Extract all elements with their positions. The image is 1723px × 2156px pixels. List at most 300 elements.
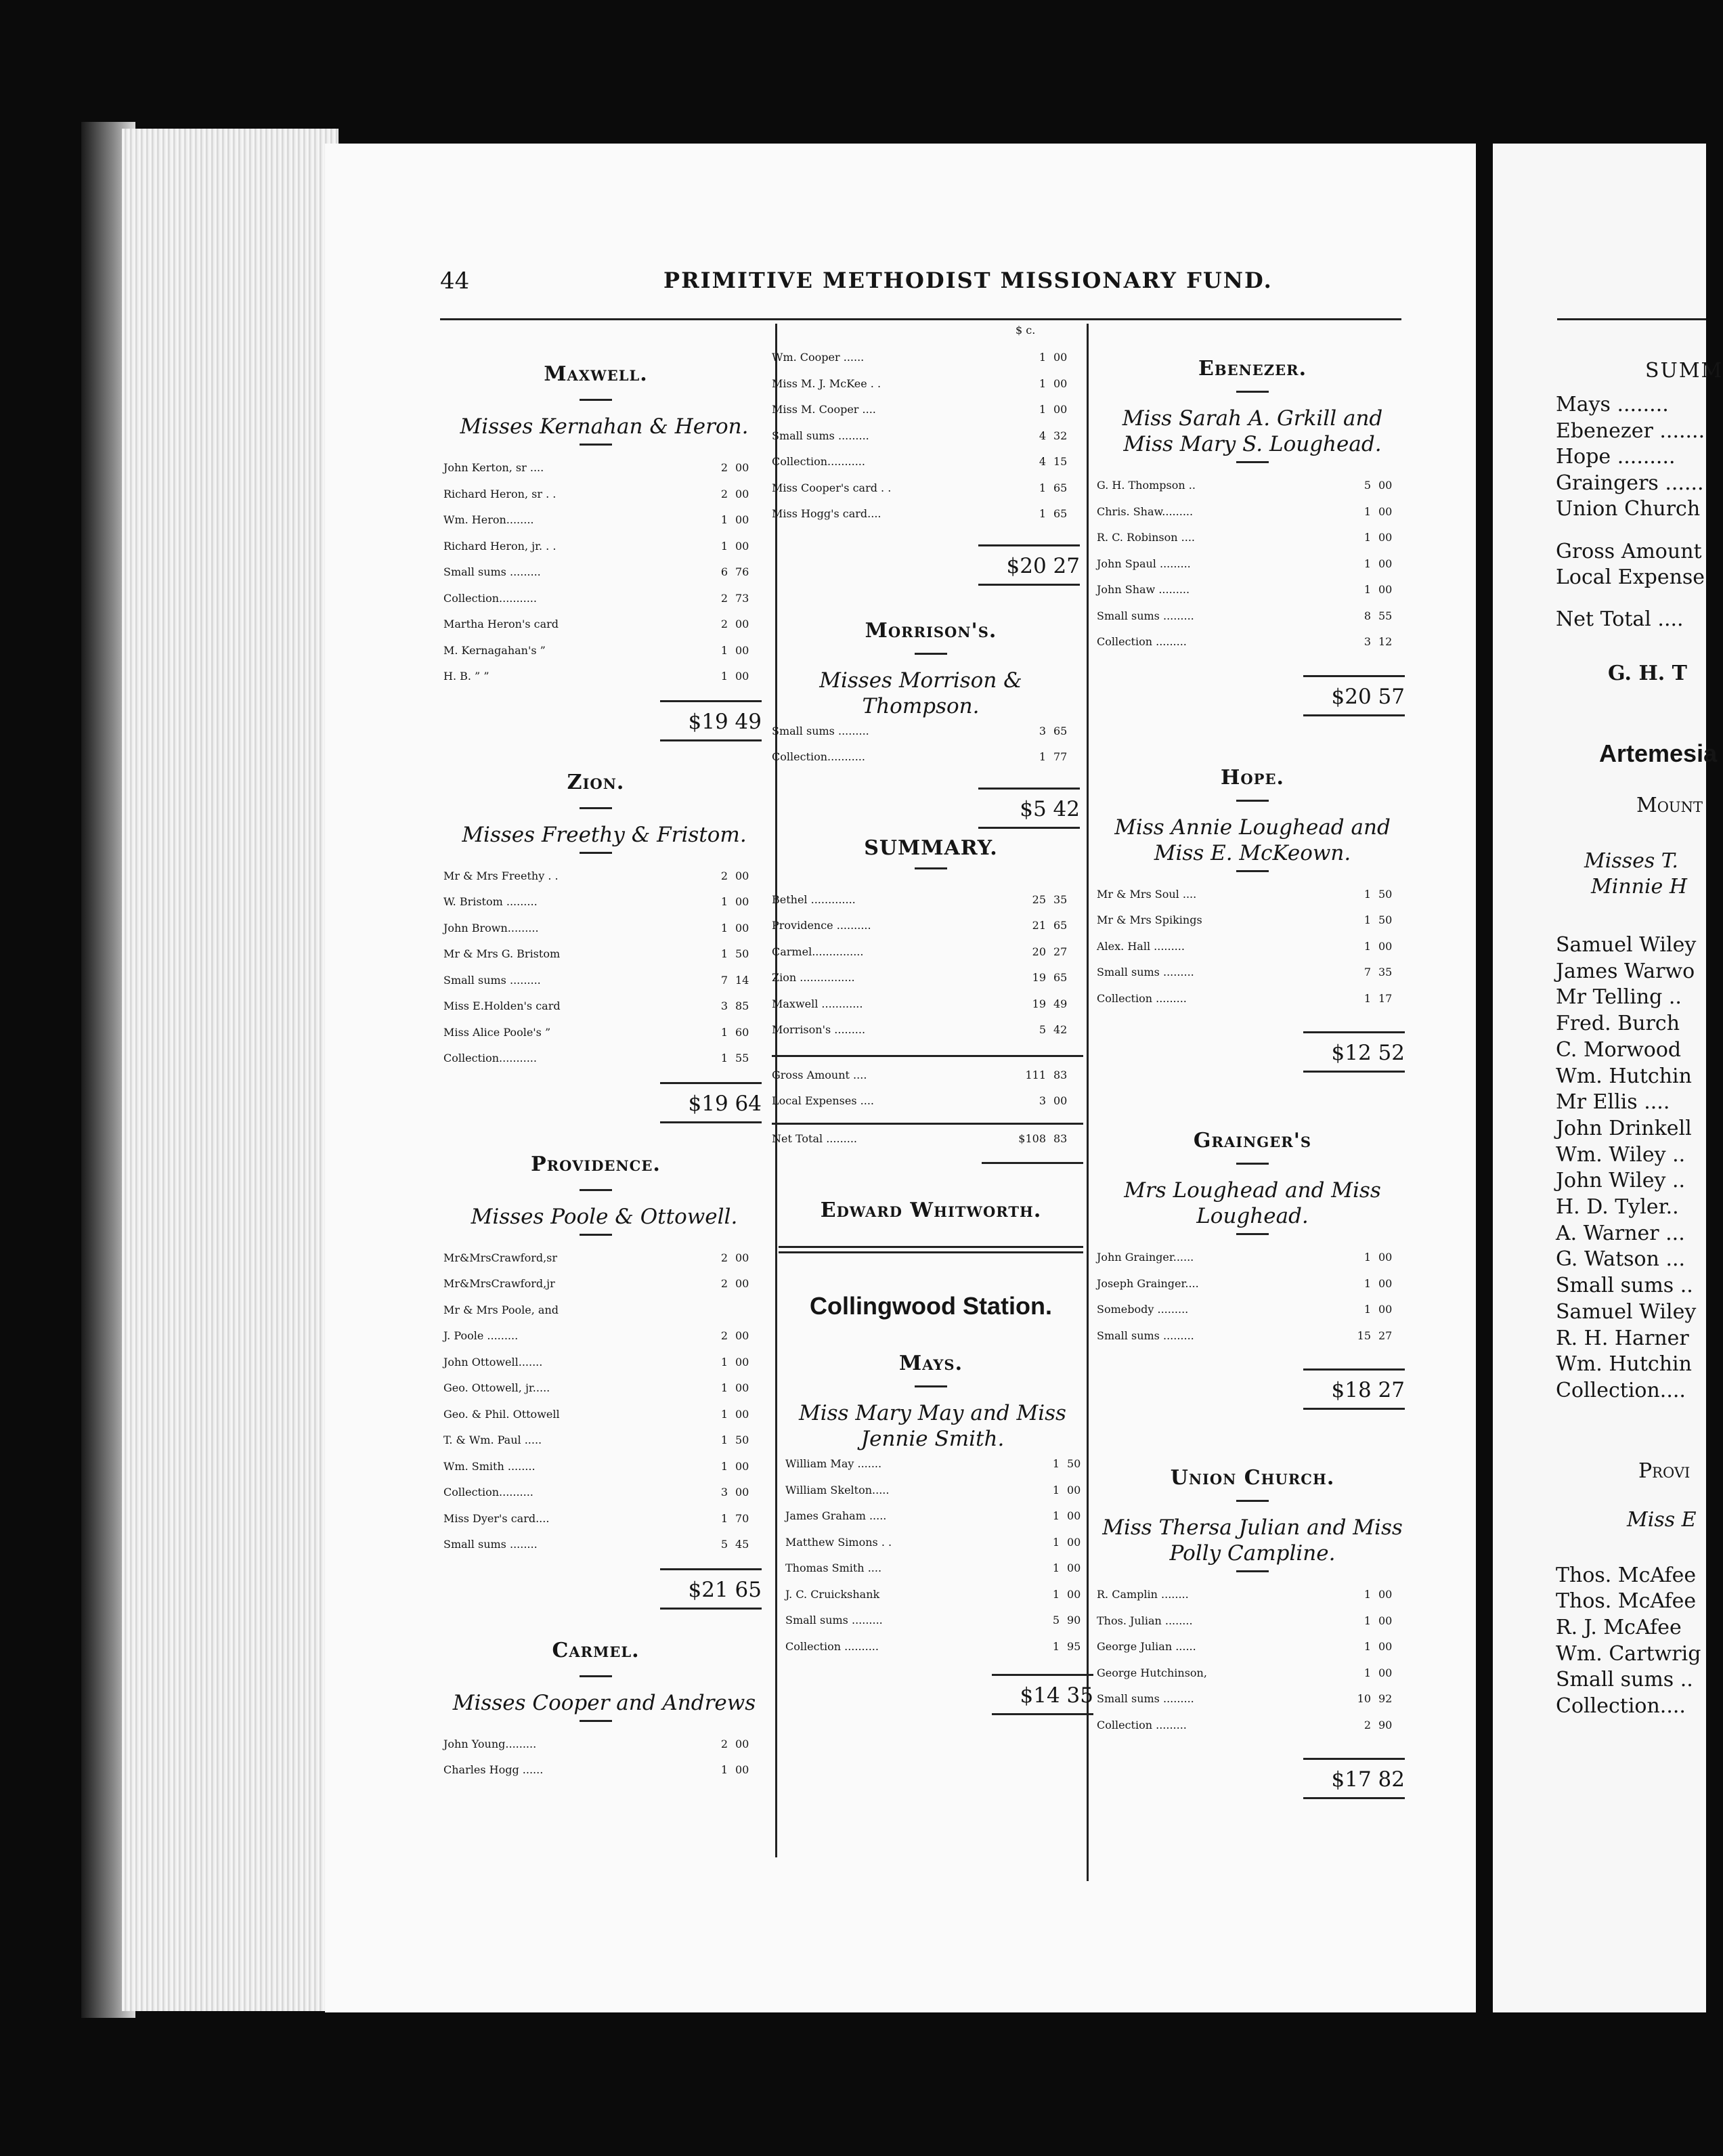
item-name: Collection...........	[772, 750, 865, 763]
item-cents: 00	[1378, 1276, 1393, 1290]
total-rule-top	[978, 544, 1080, 546]
item-name: Bethel .............	[772, 892, 856, 906]
item-name: Small sums .........	[443, 973, 541, 987]
entry-fragment: R. J. McAfee	[1556, 1616, 1682, 1639]
total-rule-bottom	[660, 739, 762, 741]
total-rule-top	[660, 1568, 762, 1570]
entry-row	[443, 1486, 765, 1511]
item-name: Zion ................	[772, 971, 855, 984]
item-name: Richard Heron, sr . .	[443, 487, 557, 500]
item-cents: 00	[1378, 479, 1393, 492]
entry-row	[443, 488, 765, 513]
total-rule-bottom	[978, 827, 1080, 829]
collectors-line: Misses Cooper and Andrews	[452, 1690, 756, 1715]
section-title: Union Church.	[1170, 1466, 1335, 1490]
minister-fragment: G. H. T	[1608, 662, 1687, 685]
entry-row	[785, 1457, 1097, 1483]
entry-row	[1097, 966, 1408, 991]
item-dollars: 1	[720, 1025, 728, 1039]
item-name: George Hutchinson,	[1097, 1666, 1207, 1679]
entry-row	[443, 869, 765, 895]
total-rule-top	[978, 788, 1080, 790]
entry-row	[1097, 913, 1408, 939]
entry-row	[1097, 1329, 1408, 1355]
entry-fragment: Wm. Hutchin	[1556, 1352, 1692, 1377]
item-name: Small sums .........	[772, 429, 869, 442]
total-rule-top	[1303, 1758, 1405, 1760]
item-cents: 00	[1053, 376, 1068, 390]
entry-row	[443, 1738, 765, 1763]
separator-dash	[1236, 1163, 1269, 1165]
item-name: Miss Dyer's card....	[443, 1511, 550, 1525]
item-cents: 00	[735, 1355, 749, 1368]
entry-row	[1097, 888, 1408, 913]
item-cents: 65	[1053, 481, 1068, 494]
item-dollars: 5	[720, 1538, 728, 1551]
item-cents: 90	[1067, 1614, 1081, 1626]
separator-dash	[580, 1234, 612, 1236]
item-dollars: 2	[720, 1329, 728, 1342]
item-dollars: 2	[720, 591, 728, 605]
item-cents: 00	[1053, 1094, 1068, 1107]
entry-row	[1097, 1277, 1408, 1303]
entry-fragment: Wm. Wiley ..	[1556, 1142, 1686, 1167]
item-dollars: 1	[720, 947, 728, 960]
item-dollars: 1	[720, 1052, 728, 1064]
collectors-line: Miss Mary May and Miss Jennie Smith.	[799, 1401, 1066, 1451]
item-dollars: 1	[1039, 351, 1046, 364]
entry-row	[443, 1277, 765, 1303]
entry-fragment: H. D. Tyler..	[1556, 1195, 1679, 1219]
entry-row	[443, 1433, 765, 1459]
separator-dash	[915, 867, 947, 869]
item-dollars: 2	[720, 1277, 728, 1290]
item-dollars: 8	[1364, 609, 1371, 622]
item-dollars: 1	[720, 513, 728, 526]
entry-row	[772, 750, 1083, 776]
entry-row	[443, 592, 765, 618]
gross-amount-row	[772, 1069, 1083, 1094]
entry-fragment: Samuel Wiley	[1556, 1299, 1697, 1324]
net-fragment: Net Total ....	[1556, 607, 1684, 631]
collectors-fragment: Misses T.	[1584, 849, 1678, 873]
item-dollars: 1	[720, 539, 728, 553]
item-cents: 45	[735, 1538, 749, 1551]
item-cents: 00	[1067, 1561, 1081, 1574]
page-edges	[122, 129, 339, 2011]
item-name: John Ottowell.......	[443, 1355, 543, 1368]
item-cents: 50	[735, 1433, 749, 1446]
entry-row	[443, 565, 765, 591]
item-name: Mr & Mrs G. Bristom	[443, 947, 561, 960]
running-title: PRIMITIVE METHODIST MISSIONARY FUND.	[663, 267, 1273, 293]
item-cents: 00	[1378, 557, 1393, 570]
item-cents: 55	[735, 1052, 749, 1064]
item-dollars: 19	[1032, 997, 1046, 1010]
item-dollars: 1	[720, 1763, 728, 1776]
item-name: Collection .........	[1097, 635, 1187, 648]
item-name: John Grainger......	[1097, 1251, 1194, 1264]
total-rule-bottom	[978, 584, 1080, 586]
entry-row	[443, 947, 765, 973]
item-dollars: 1	[1052, 1457, 1060, 1470]
total-rule-top	[1303, 1031, 1405, 1033]
item-dollars: 1	[1364, 504, 1371, 518]
item-dollars: 2	[720, 487, 728, 500]
item-cents: 00	[735, 1407, 749, 1421]
item-name: Collection ..........	[785, 1639, 879, 1653]
section-title: Mays.	[898, 1352, 963, 1375]
entry-row	[1097, 557, 1408, 583]
collectors-line: Mrs Loughead and Miss Loughead.	[1124, 1178, 1381, 1228]
separator-dash	[580, 1720, 612, 1722]
entry-row	[443, 1026, 765, 1052]
station-fragment: Artemesia	[1599, 739, 1718, 767]
section-title: Carmel.	[552, 1638, 640, 1662]
item-dollars: 1	[1364, 1614, 1371, 1627]
item-name: Miss E.Holden's card	[443, 999, 561, 1012]
item-cents: 00	[1378, 1303, 1393, 1316]
total-rule-bottom	[660, 1121, 762, 1123]
item-dollars: 2	[1364, 1718, 1371, 1731]
item-name: Local Expenses ....	[772, 1094, 874, 1107]
total-amount: $20 27	[1006, 553, 1080, 578]
item-cents: 00	[735, 921, 749, 934]
item-cents: 00	[735, 670, 749, 683]
entry-fragment: A. Warner ...	[1556, 1221, 1685, 1245]
entry-fragment: Collection....	[1556, 1378, 1686, 1402]
item-name: William May .......	[785, 1457, 882, 1470]
item-cents: 83	[1053, 1132, 1068, 1145]
item-dollars: 1	[1364, 1666, 1371, 1679]
total-rule-bottom	[1303, 1071, 1405, 1073]
item-name: R. C. Robinson ....	[1097, 531, 1195, 544]
item-dollars: 1	[1364, 1251, 1371, 1264]
item-name: Small sums ........	[443, 1538, 538, 1551]
total-rule-bottom	[660, 1608, 762, 1610]
item-cents: 35	[1053, 892, 1068, 906]
item-name: Miss Hogg's card....	[772, 507, 881, 520]
item-name: John Kerton, sr ....	[443, 461, 544, 474]
item-cents: 00	[735, 643, 749, 657]
entry-row	[1097, 1640, 1408, 1666]
separator-dash	[1236, 800, 1269, 802]
item-cents: 00	[735, 487, 749, 500]
item-name: James Graham .....	[785, 1509, 887, 1522]
item-dollars: 1	[720, 921, 728, 934]
total-rule-bottom	[1303, 1797, 1405, 1799]
separator-dash	[580, 399, 612, 401]
entry-row	[443, 540, 765, 565]
entry-row	[1097, 505, 1408, 531]
item-name: John Brown.........	[443, 921, 539, 934]
total-amount: $21 65	[688, 1577, 762, 1602]
entry-row	[443, 1408, 765, 1433]
item-name: Miss M. Cooper ....	[772, 403, 876, 416]
entry-fragment: Fred. Burch	[1556, 1012, 1680, 1036]
summary-row	[772, 971, 1083, 997]
item-dollars: 1	[1039, 403, 1046, 416]
entry-row	[443, 1356, 765, 1381]
entry-row	[443, 1303, 765, 1329]
section-fragment: Provi	[1638, 1459, 1691, 1483]
item-cents: 12	[1378, 635, 1393, 648]
item-dollars: 2	[720, 1737, 728, 1750]
entry-row	[443, 974, 765, 999]
entry-row	[443, 1052, 765, 1077]
item-name: Mr & Mrs Spikings	[1097, 913, 1202, 926]
item-dollars: 25	[1032, 892, 1046, 906]
item-cents: 70	[735, 1511, 749, 1525]
item-dollars: 2	[720, 869, 728, 882]
item-dollars: 6	[720, 565, 728, 578]
item-name: Miss M. J. McKee . .	[772, 376, 881, 390]
separator-dash	[580, 807, 612, 809]
item-dollars: 1	[1364, 991, 1371, 1005]
item-dollars: 5	[1364, 479, 1371, 492]
summary-title: SUMMARY.	[864, 836, 998, 860]
item-dollars: 1	[1364, 531, 1371, 544]
entry-row	[785, 1588, 1097, 1614]
total-amount: $12 52	[1331, 1041, 1405, 1065]
item-dollars: 1	[720, 895, 728, 908]
item-dollars: 19	[1032, 971, 1046, 984]
entry-row	[1097, 531, 1408, 557]
item-cents: 35	[1378, 966, 1393, 978]
entry-row	[772, 429, 1083, 455]
item-dollars: 2	[720, 1251, 728, 1264]
item-cents: 00	[1378, 1666, 1393, 1679]
item-name: Joseph Grainger....	[1097, 1276, 1199, 1290]
item-cents: 00	[735, 1737, 749, 1750]
entry-row	[1097, 992, 1408, 1018]
entry-row	[443, 461, 765, 487]
summary-heading-fragment: SUMM	[1645, 359, 1723, 383]
entry-row	[443, 1512, 765, 1538]
net-rule	[772, 1123, 1083, 1125]
entry-row	[443, 1460, 765, 1486]
item-name: Collection .........	[1097, 1718, 1187, 1731]
entry-row	[1097, 609, 1408, 635]
item-dollars: 20	[1032, 945, 1046, 958]
item-cents: 65	[1053, 507, 1068, 520]
separator-dash	[1236, 870, 1269, 872]
item-cents: 00	[1378, 531, 1393, 544]
summary-row	[772, 945, 1083, 971]
item-dollars: 1	[720, 1355, 728, 1368]
item-cents: 95	[1067, 1639, 1081, 1653]
item-cents: 85	[735, 999, 749, 1012]
entry-row	[443, 895, 765, 921]
entry-fragment: Collection....	[1556, 1694, 1686, 1719]
entry-row	[785, 1536, 1097, 1561]
item-name: Mr&MrsCrawford,jr	[443, 1277, 555, 1290]
section-title: Maxwell.	[544, 362, 648, 386]
item-name: Small sums .........	[785, 1614, 883, 1626]
item-cents: 00	[1067, 1483, 1081, 1496]
item-cents: 49	[1053, 997, 1068, 1010]
item-cents: 92	[1378, 1692, 1393, 1705]
section-double-rule	[779, 1246, 1083, 1248]
item-dollars: 1	[720, 1433, 728, 1446]
item-dollars: 1	[1364, 939, 1371, 953]
entry-fragment: Mr Ellis ....	[1556, 1090, 1670, 1115]
item-dollars: 1	[1364, 913, 1371, 926]
item-name: Gross Amount ....	[772, 1068, 867, 1081]
entry-row	[443, 670, 765, 695]
item-name: R. Camplin ........	[1097, 1588, 1189, 1601]
entry-row	[1097, 635, 1408, 661]
entry-row	[443, 1381, 765, 1407]
item-cents: 83	[1053, 1068, 1068, 1081]
section-title: Morrison's.	[865, 618, 997, 643]
entry-row	[1097, 1719, 1408, 1744]
entry-fragment: Small sums ..	[1556, 1668, 1693, 1692]
collectors-fragment: Minnie H	[1591, 875, 1688, 899]
item-cents: 00	[735, 869, 749, 882]
item-cents: 50	[1378, 887, 1393, 901]
entry-row	[772, 725, 1083, 750]
item-dollars: 2	[720, 461, 728, 474]
item-cents: 50	[1067, 1457, 1081, 1470]
item-name: Miss Cooper's card . .	[772, 481, 892, 494]
separator-dash	[1236, 1500, 1269, 1502]
item-name: William Skelton.....	[785, 1483, 890, 1496]
item-name: Mr & Mrs Soul ....	[1097, 887, 1197, 901]
entry-row	[443, 1329, 765, 1355]
entry-fragment: James Warwo	[1556, 959, 1695, 983]
item-cents: 65	[1053, 971, 1068, 984]
summary-rule	[772, 1055, 1083, 1057]
collectors-line: Miss Annie Loughead and Miss E. McKeown.	[1114, 815, 1391, 865]
item-name: Matthew Simons . .	[785, 1535, 892, 1549]
item-cents: 65	[1053, 919, 1068, 932]
entry-row	[1097, 479, 1408, 504]
summary-row	[772, 893, 1083, 919]
item-dollars: 1	[1364, 557, 1371, 570]
item-name: Net Total .........	[772, 1132, 857, 1145]
item-dollars: 1	[1052, 1587, 1060, 1601]
item-name: Carmel...............	[772, 945, 864, 958]
entry-row	[772, 481, 1083, 507]
entry-row	[1097, 1251, 1408, 1276]
item-cents: 00	[1067, 1587, 1081, 1601]
summary-fragment: Union Church	[1556, 497, 1701, 521]
entry-row	[1097, 1614, 1408, 1640]
item-dollars: 1	[1039, 507, 1046, 520]
item-dollars: 1	[1364, 1303, 1371, 1316]
entry-fragment: Wm. Cartwrig	[1556, 1641, 1701, 1666]
item-cents: 00	[735, 895, 749, 908]
item-name: Maxwell ............	[772, 997, 863, 1010]
section-title: Providence.	[531, 1152, 661, 1176]
item-name: Wm. Heron........	[443, 513, 534, 526]
total-amount: $19 49	[688, 709, 762, 734]
gross-fragment: Gross Amount	[1556, 539, 1702, 563]
item-cents: 00	[735, 1486, 749, 1499]
entry-row	[1097, 583, 1408, 609]
section-title: Ebenezer.	[1198, 357, 1307, 381]
item-name: Morrison's .........	[772, 1023, 866, 1036]
total-rule-top	[992, 1674, 1093, 1676]
entry-fragment: Mr Telling ..	[1556, 985, 1682, 1010]
currency-heading: $ c.	[1016, 324, 1036, 337]
summary-row	[772, 997, 1083, 1023]
item-cents: 00	[1053, 403, 1068, 416]
item-cents: 27	[1378, 1329, 1393, 1342]
entry-row	[1097, 1588, 1408, 1614]
total-amount: $14 35	[1020, 1683, 1093, 1708]
total-rule-bottom	[1303, 714, 1405, 716]
item-dollars: 3	[720, 1486, 728, 1499]
item-name: Small sums .........	[1097, 609, 1194, 622]
item-cents: 00	[1378, 1640, 1393, 1653]
section-title: Hope.	[1221, 765, 1284, 790]
item-dollars: 2	[720, 618, 728, 630]
item-cents: 00	[735, 1277, 749, 1290]
item-name: Small sums .........	[1097, 1692, 1194, 1705]
item-cents: 00	[735, 1329, 749, 1342]
item-cents: 60	[735, 1025, 749, 1039]
local-fragment: Local Expense	[1556, 565, 1705, 589]
item-dollars: 111	[1025, 1068, 1046, 1081]
entry-row	[785, 1561, 1097, 1587]
mount-fragment: Mount	[1636, 794, 1703, 817]
entry-fragment: John Wiley ..	[1556, 1169, 1686, 1193]
entry-row	[1097, 1692, 1408, 1718]
item-cents: 00	[1067, 1509, 1081, 1522]
item-name: Mr & Mrs Poole, and	[443, 1303, 559, 1316]
item-name: Thomas Smith ....	[785, 1561, 882, 1574]
item-dollars: 5	[1052, 1614, 1060, 1626]
minister-name: Edward Whitworth.	[820, 1199, 1042, 1222]
item-cents: 76	[735, 565, 749, 578]
item-name: Mr & Mrs Freethy . .	[443, 869, 559, 882]
item-dollars: 5	[1039, 1023, 1046, 1036]
entry-fragment: G. Watson ...	[1556, 1247, 1686, 1272]
item-name: J. C. Cruickshank	[785, 1587, 880, 1601]
entry-row	[785, 1509, 1097, 1535]
item-name: Collection .........	[1097, 991, 1187, 1005]
item-name: Alex. Hall .........	[1097, 939, 1185, 953]
item-dollars: 1	[1052, 1509, 1060, 1522]
entry-fragment: R. H. Harner	[1556, 1326, 1689, 1350]
item-name: Collection..........	[443, 1486, 533, 1499]
item-cents: 50	[735, 947, 749, 960]
item-dollars: 21	[1032, 919, 1046, 932]
entry-fragment: C. Morwood	[1556, 1037, 1682, 1062]
entry-row	[772, 507, 1083, 533]
entry-row	[785, 1614, 1097, 1639]
separator-dash	[580, 444, 612, 446]
total-rule-top	[660, 700, 762, 702]
item-name: Small sums .........	[772, 724, 869, 737]
item-dollars: 1	[1039, 481, 1046, 494]
separator-dash	[1236, 1233, 1269, 1235]
item-dollars: 1	[1052, 1483, 1060, 1496]
item-dollars: 3	[720, 999, 728, 1012]
item-dollars: 1	[1052, 1535, 1060, 1549]
item-name: Small sums .........	[443, 565, 541, 578]
summary-row	[772, 1023, 1083, 1049]
item-dollars: 3	[1364, 635, 1371, 648]
item-dollars: 4	[1039, 455, 1046, 468]
total-rule-top	[1303, 1368, 1405, 1371]
item-dollars: 1	[720, 670, 728, 683]
item-cents: 00	[735, 539, 749, 553]
item-name: John Shaw .........	[1097, 583, 1190, 596]
entry-row	[1097, 1666, 1408, 1692]
